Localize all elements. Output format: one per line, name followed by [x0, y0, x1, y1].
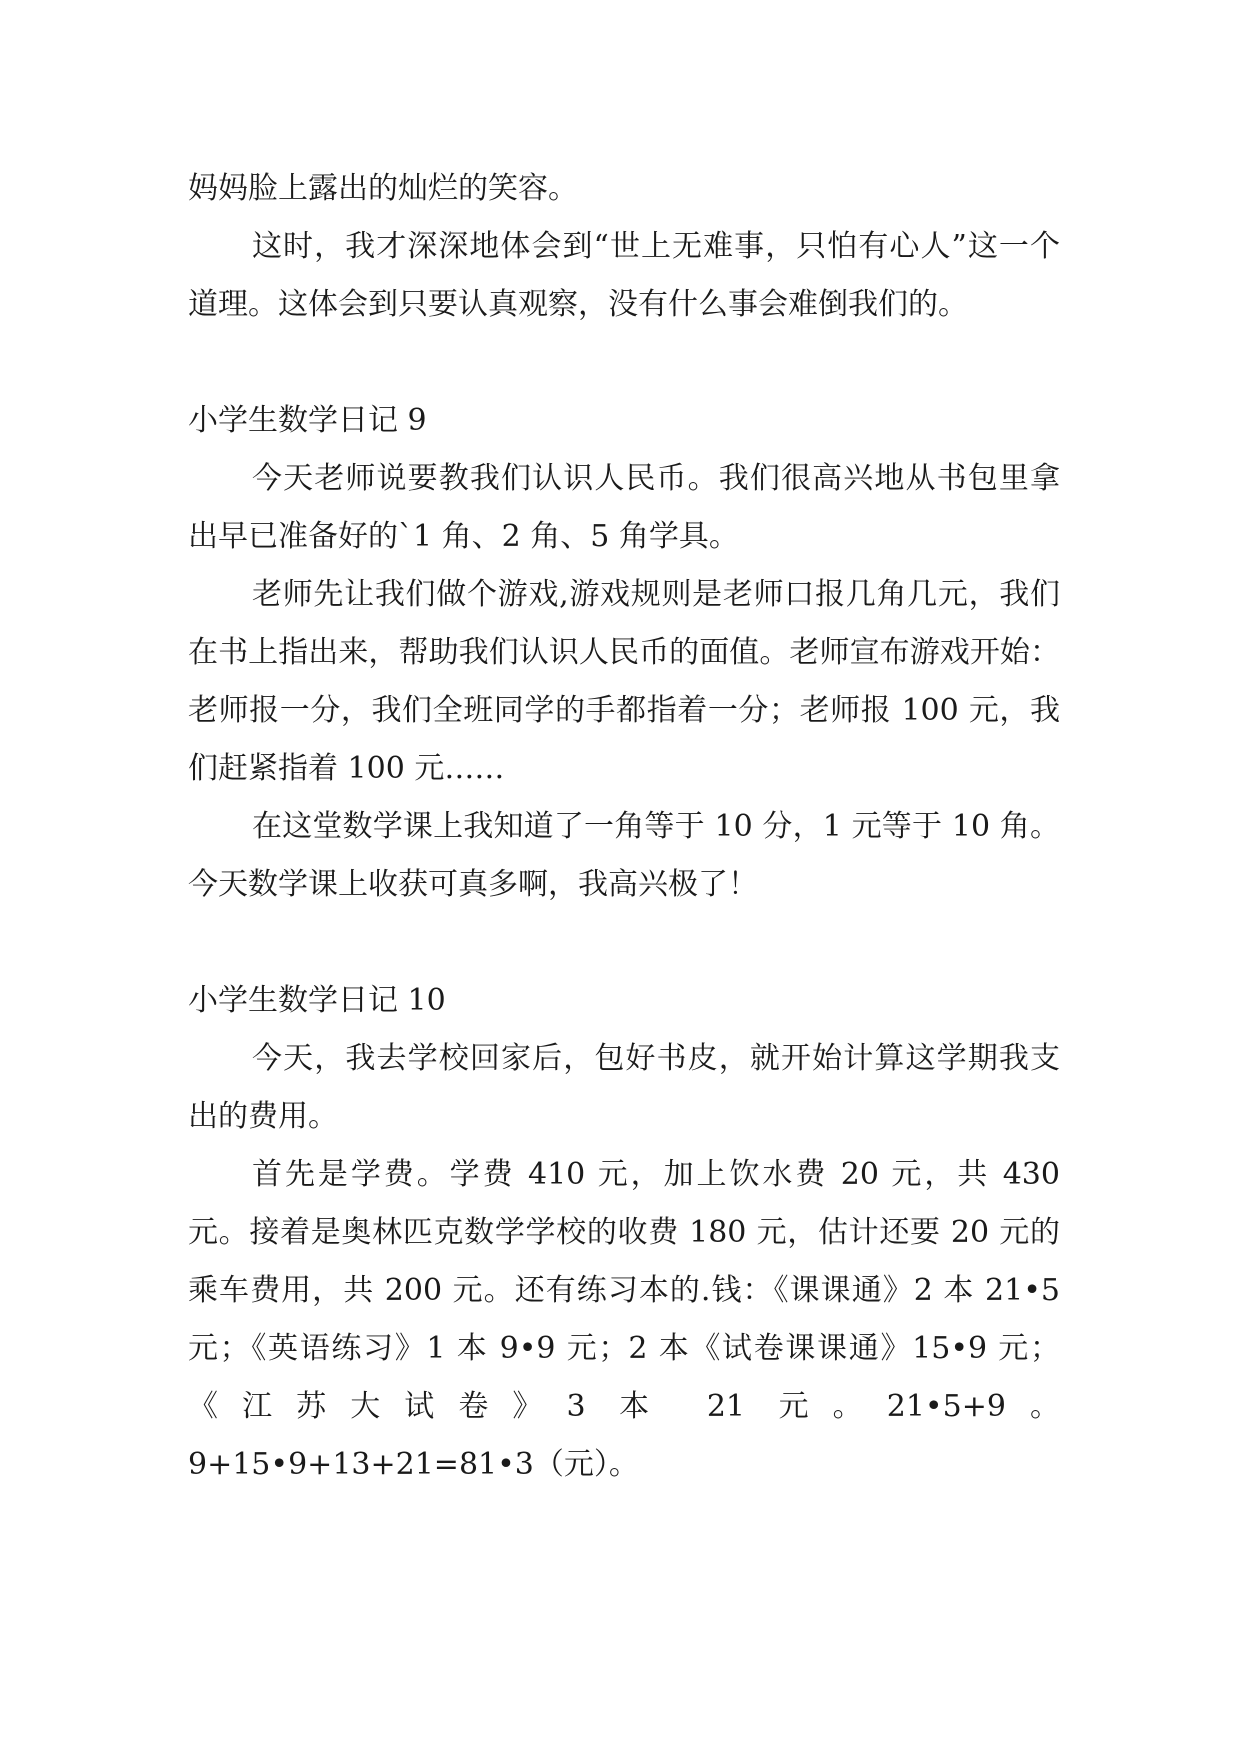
paragraph: 老师先让我们做个游戏,游戏规则是老师口报几角几元，我们在书上指出来，帮助我们认识人民币的面值。老师宣布游戏开始：老师报一分，我们全班同学的手都指着一分；老师报 100 元，我们赶紧指着 100 元…… [188, 577, 1060, 786]
paragraph: 今天老师说要教我们认识人民币。我们很高兴地从书包里拿出早已准备好的`1 角、2 角、5 角学具。 [188, 461, 1060, 554]
section-title-diary-9: 小学生数学日记 9 [188, 403, 427, 438]
document-body [188, 160, 1060, 1494]
section-title-diary-10: 小学生数学日记 10 [188, 983, 446, 1018]
paragraph-reflection: 这时，我才深深地体会到“世上无难事，只怕有心人”这一个道理。这体会到只要认真观察，没有什么事会难倒我们的。 [188, 229, 1060, 322]
paragraph: 在这堂数学课上我知道了一角等于 10 分，1 元等于 10 角。今天数学课上收获可真多啊，我高兴极了！ [188, 809, 1060, 902]
paragraph: 今天，我去学校回家后，包好书皮，就开始计算这学期我支出的费用。 [188, 1041, 1060, 1134]
paragraph: 首先是学费。学费 410 元，加上饮水费 20 元，共 430 元。接着是奥林匹克数学学校的收费 180 元，估计还要 20 元的乘车费用，共 200 元。还有练习本的.钱：《课课通》2 本 21•5 元；《英语练习》1 本 9•9 元；2 本《试卷课课通》15•9 元；《江苏大试卷》3 本 21 元。21•5+9。9+15•9+13+21=81•3（元）。 [188, 1157, 1060, 1482]
paragraph-continued: 妈妈脸上露出的灿烂的笑容。 [188, 171, 578, 206]
